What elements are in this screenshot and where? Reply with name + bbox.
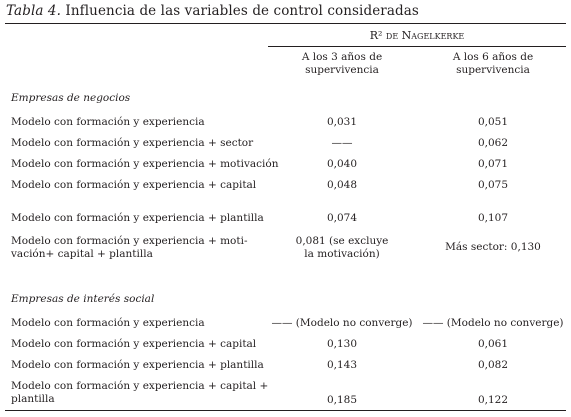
header-col1-line1: A los 3 años de [301, 51, 383, 63]
table-number: Tabla 4. [6, 3, 61, 19]
row-label: Modelo con formación y experiencia + motivación [11, 158, 279, 170]
row-value-6y: 0,107 [477, 212, 509, 224]
bottom-rule [5, 410, 566, 411]
row-value-3y: —— (Modelo no converge) [271, 317, 413, 329]
header-col2-line2: supervivencia [456, 64, 530, 76]
header-group: R² de Nagelkerke [369, 29, 465, 42]
row-label: Modelo con formación y experiencia [11, 317, 205, 329]
row-value-3y: 0,185 [326, 394, 358, 406]
row-label: Modelo con formación y experiencia [11, 116, 205, 128]
row-value-6y: Más sector: 0,130 [445, 241, 541, 253]
row-value-6y: 0,122 [477, 394, 509, 406]
top-rule [5, 23, 566, 24]
row-value-6y: 0,071 [477, 158, 509, 170]
row-value-3y: 0,143 [326, 359, 358, 371]
header-subrule [268, 46, 566, 47]
row-value-3y: —— [331, 137, 353, 149]
row-value-3y: 0,130 [326, 338, 358, 350]
table-title: Influencia de las variables de control consideradas [65, 3, 419, 19]
row-value-3y: 0,074 [326, 212, 358, 224]
row-value-6y: 0,082 [477, 359, 509, 371]
row-label-line2: vación+ capital + plantilla [11, 248, 153, 260]
row-value-6y: 0,061 [477, 338, 509, 350]
row-label-line1: Modelo con formación y experiencia + moti- [11, 235, 248, 247]
row-value-6y: 0,062 [477, 137, 509, 149]
row-value-3y: 0,031 [326, 116, 358, 128]
row-value-3y: 0,040 [326, 158, 358, 170]
row-value-3y-line2: la motivación) [304, 248, 380, 260]
row-label: Modelo con formación y experiencia + plantilla [11, 359, 264, 371]
row-label [11, 380, 268, 406]
row-value-3y-line1: 0,081 (se excluye [295, 235, 389, 247]
row-value-6y: 0,051 [477, 116, 509, 128]
header-col2 [420, 51, 566, 77]
row-label-line2: plantilla [11, 393, 55, 405]
row-value-3y: 0,048 [326, 179, 358, 191]
row-value-6y: —— (Modelo no converge) [422, 317, 564, 329]
row-label: Modelo con formación y experiencia + capital [11, 338, 257, 350]
row-label-line1: Modelo con formación y experiencia + capital + [11, 380, 269, 392]
row-value-3y [268, 235, 416, 261]
section-title: Empresas de interés social [11, 293, 155, 305]
row-label: Modelo con formación y experiencia + plantilla [11, 212, 264, 224]
row-label: Modelo con formación y experiencia + sector [11, 137, 254, 149]
header-col1 [268, 51, 416, 77]
row-label [11, 235, 248, 261]
row-value-6y: 0,075 [477, 179, 509, 191]
table-caption [6, 3, 419, 19]
row-label: Modelo con formación y experiencia + capital [11, 179, 257, 191]
header-col2-line1: A los 6 años de [452, 51, 534, 63]
section-title: Empresas de negocios [11, 92, 131, 104]
header-col1-line2: supervivencia [305, 64, 379, 76]
